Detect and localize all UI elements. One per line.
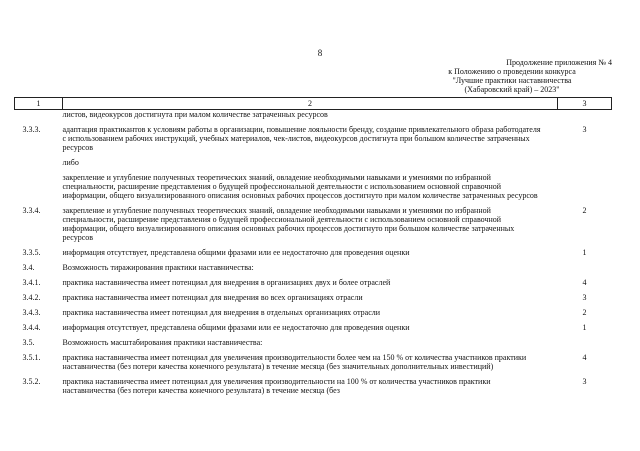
row-text: информация отсутствует, представлена общими фразами или ее недостаточно для проведения оценки [62,323,410,332]
row-score: 1 [582,323,587,332]
table-row [15,287,612,302]
row-score [558,332,612,347]
appendix-caption [412,58,612,94]
row-number: 3.3.4. [22,206,41,215]
table-row [15,167,612,200]
row-text: информация отсутствует, представлена общими фразами или ее недостаточно для проведения оценки [62,248,410,257]
row-text: Возможность тиражирования практики наставничества: [62,263,254,272]
row-text: либо [62,158,79,167]
row-text: закрепление и углубление полученных теоретических знаний, овладение необходимыми навыками и умениями по избранной специальности, расширение представления о будущей профессиональной деятельности с использованием основной справочной информации, общего визуализированного описания основных рабочих процессов достигнуто при большом количестве затраченных ресурсов [62,206,515,242]
table-row [15,347,612,371]
row-number: 3.4.2. [22,293,41,302]
row-number [15,110,63,120]
row-text: закрепление и углубление полученных теоретических знаний, овладение необходимыми навыками и умениями по избранной специальности, расширение представления о будущей профессиональной деятельности с использованием основной справочной информации, общего визуализированного описания основных рабочих процессов достигнуто при малом количестве затраченных ресурсов [62,173,538,200]
row-number: 3.5.1. [22,353,41,362]
row-score [558,110,612,120]
row-number [15,152,63,167]
row-number: 3.3.3. [22,125,41,134]
table-row [15,257,612,272]
table-row [15,152,612,167]
criteria-table [14,97,612,395]
row-text: практика наставничества имеет потенциал для внедрения в отдельных организациях отрасли [62,308,381,317]
row-number: 3.5. [22,338,35,347]
row-score: 3 [582,125,587,134]
row-number: 3.4.1. [22,278,41,287]
header-col-1: 1 [15,98,63,110]
table-row [15,371,612,395]
row-number [15,167,63,200]
header-col-2: 2 [63,98,558,110]
row-text: практика наставничества имеет потенциал для увеличения производительности на 100 % от количества участников практики наставничества (без потери качества конечного результата) в течение месяца (без [62,377,491,395]
table-row [15,272,612,287]
row-score: 4 [582,278,587,287]
table-row [15,332,612,347]
row-number: 3.3.5. [22,248,41,257]
row-number: 3.4. [22,263,35,272]
row-score: 1 [582,248,587,257]
row-number: 3.4.3. [22,308,41,317]
appendix-line-4: (Хабаровский край) – 2023" [464,85,560,94]
row-number: 3.5.2. [22,377,41,386]
row-score: 4 [582,353,587,362]
row-score [558,152,612,167]
row-text: практика наставничества имеет потенциал для внедрения во всех организациях отрасли [62,293,363,302]
header-col-3: 3 [558,98,612,110]
table-row [15,125,612,152]
row-text: листов, видеокурсов достигнута при малом количестве затраченных ресурсов [62,110,328,119]
row-text: практика наставничества имеет потенциал для увеличения производительности более чем на 150 % от количества участников практики наставничества (без потери качества конечного результата) в течение месяца (без значительных дополнительных инвестиций) [62,353,527,371]
row-text: Возможность масштабирования практики наставничества: [62,338,263,347]
row-score: 3 [582,293,587,302]
table-row [15,242,612,257]
row-score [558,167,612,200]
table-header-row [15,98,612,110]
row-score [558,257,612,272]
row-score: 2 [582,308,587,317]
page-number: 8 [317,48,323,58]
table-row [15,200,612,242]
row-text: практика наставничества имеет потенциал для внедрения в организациях двух и более отраслей [62,278,391,287]
table-row [15,110,612,120]
row-number: 3.4.4. [22,323,41,332]
row-score: 3 [582,377,587,386]
table-row [15,317,612,332]
table-row [15,302,612,317]
appendix-line-2: к Положению о проведении конкурса [448,67,576,76]
appendix-line-3: "Лучшие практики наставничества [452,76,572,85]
row-text: адаптация практикантов к условиям работы в организации, повышение лояльности бренду, создание привлекательного образа работодателя с использованием рабочих инструкций, учебных материалов, чек-листов, видеокурсов достигнута при большом количестве затраченных ресурсов [62,125,541,152]
row-score: 2 [582,206,587,215]
appendix-line-1: Продолжение приложения № 4 [506,58,612,67]
